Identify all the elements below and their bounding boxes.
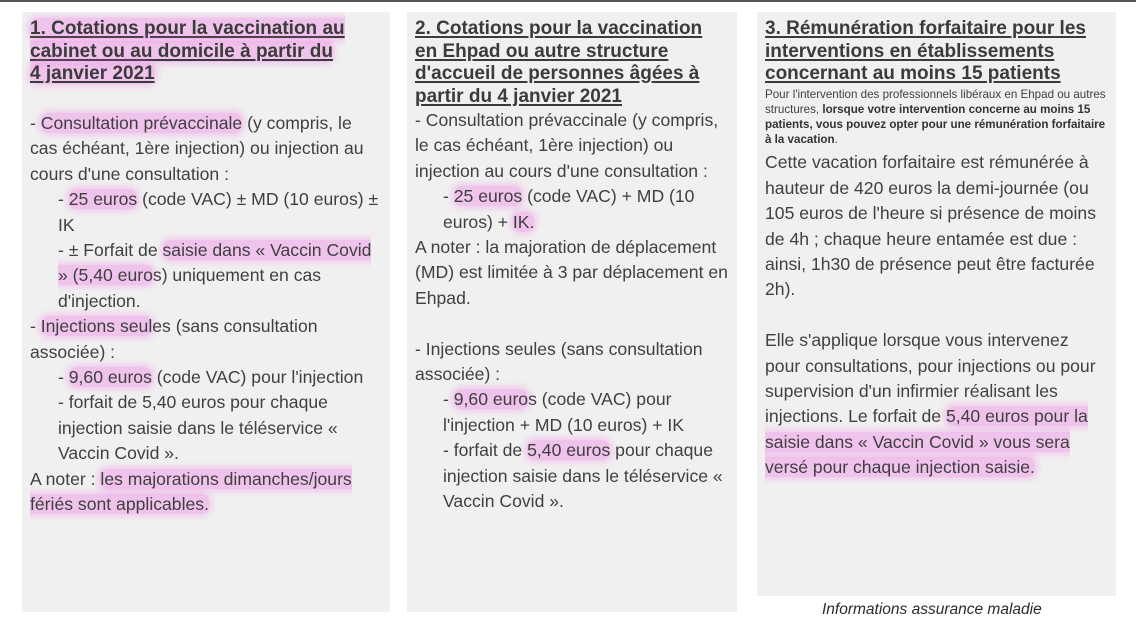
text-line: - 25 euros (code VAC) ± MD (10 euros) ± IK (58, 189, 379, 235)
panel-forfait (757, 12, 1116, 596)
intro-small-text: Pour l'intervention des professionnels libéraux en Ehpad ou autres structures, lorsque votre intervention concerne au moins 15 patients, vous pouvez opter pour une rémunération forfaitaire à la vacation. (765, 87, 1106, 147)
text-line: A noter : la majoration de déplacement (MD) est limitée à 3 par déplacement en Ehpad. (415, 237, 728, 308)
heading-part-2: 4 janvier 2021 (30, 63, 155, 84)
text-line: - ± Forfait de saisie dans « Vaccin Covid » (5,40 euros) uniquement en cas d'injection. (58, 239, 372, 311)
panel-3-heading: 3. Rémunération forfaitaire pour les interventions en établissements concernant au moins 15 patients (765, 18, 1086, 84)
panel-3-body (765, 150, 1108, 480)
panel-ehpad (407, 12, 737, 612)
text-line: - Consultation prévaccinale (y compris, le cas échéant, 1ère injection) ou injection au cours d'une consultation : (30, 112, 364, 184)
text-line: - 25 euros (code VAC) + MD (10 euros) + IK. (443, 186, 695, 232)
panel-1-body (30, 86, 382, 518)
text-paragraph: Cette vacation forfaitaire est rémunérée à hauteur de 420 euros la demi-journée (ou 105 euros de l'heure si présence de moins de 4h ; chaque heure entamée est due : ainsi, 1h30 de présence peut être facturée 2h). (765, 152, 1096, 300)
text-line: - forfait de 5,40 euros pour chaque injection saisie dans le téléservice « Vaccin Covid ». (58, 392, 338, 464)
text-line: - Consultation prévaccinale (y compris, le cas échéant, 1ère injection) ou injection au cours d'une consultation : (415, 110, 719, 181)
panel-1-heading (30, 18, 382, 86)
text-line: - Injections seules (sans consultation associée) : (30, 316, 318, 362)
text-line: - 9,60 euros (code VAC) pour l'injection (58, 366, 364, 387)
panel-cabinet-domicile (22, 12, 390, 612)
text-line: A noter : les majorations dimanches/jours fériés sont applicables. (30, 468, 352, 514)
text-paragraph: Elle s'applique lorsque vous intervenez pour consultations, pour injections ou pour supervision d'un infirmier réalisant les injections. Le forfait de 5,40 euros pour la saisie dans « Vaccin Covid » vous sera versé pour chaque injection saisie. (765, 330, 1096, 478)
text-line: - Injections seules (sans consultation associée) : (415, 338, 703, 385)
panel-2-body (415, 108, 729, 514)
text-line: - 9,60 euros (code VAC) pour l'injection + MD (10 euros) + IK (443, 389, 684, 435)
source-caption: Informations assurance maladie (822, 601, 1042, 618)
panel-2-heading: 2. Cotations pour la vaccination en Ehpad ou autre structure d'accueil de personnes âgées à partir du 4 janvier 2021 (415, 18, 703, 107)
text-line: - forfait de 5,40 euros pour chaque injection saisie dans le téléservice « Vaccin Covid ». (443, 440, 723, 512)
top-border-line (0, 0, 1136, 2)
heading-part-1: 1. Cotations pour la vaccination au cabinet ou au domicile à partir du (30, 18, 345, 62)
